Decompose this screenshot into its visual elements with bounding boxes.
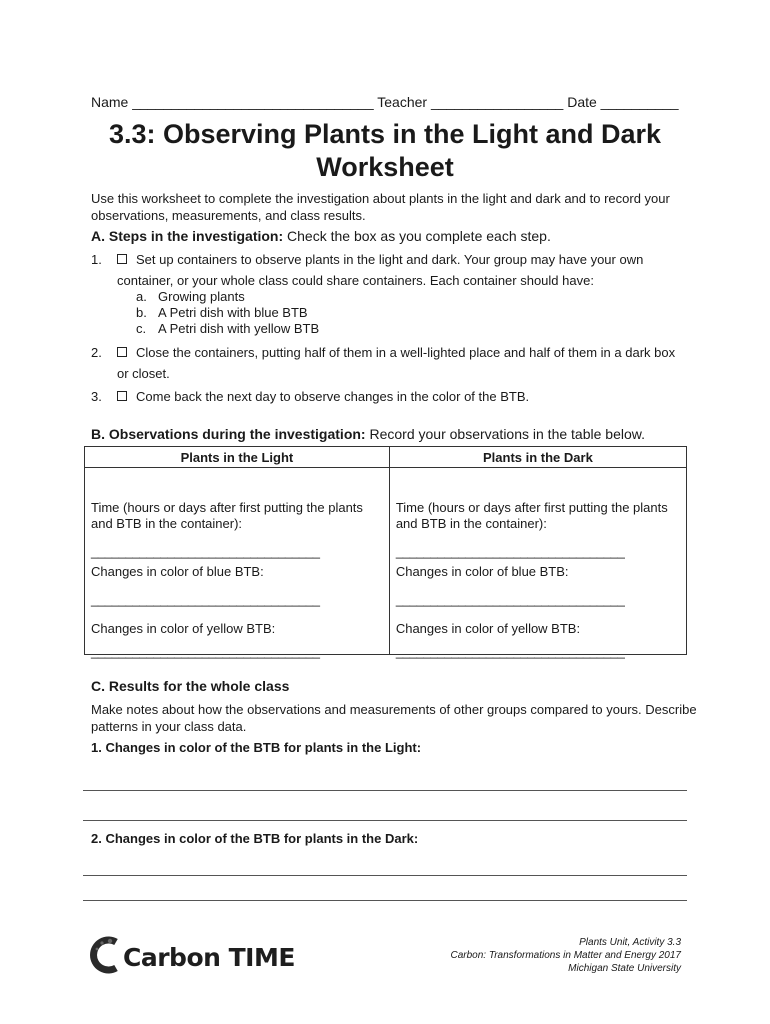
sub-item [136,305,436,321]
section-b-instruction: Record your observations in the table below. [369,426,645,442]
sub-item-text: A Petri dish with yellow BTB [158,321,320,336]
footer-unit: Plants Unit, Activity 3.3 [579,937,681,948]
sub-item-list [136,289,436,337]
step-2-checkbox[interactable] [117,347,127,357]
step-number: 2. [91,345,102,360]
yellow-btb-answer-blank[interactable]: _________________________________ [91,644,320,659]
sub-item-letter: b. [136,305,147,320]
time-answer-blank[interactable]: _________________________________ [91,544,320,559]
section-c-intro: Make notes about how the observations and measurements of other groups compared to yours. Describe patterns in your class data. [91,702,697,734]
dark-column-cell [389,468,686,659]
step-2-text: Close the containers, putting half of them in a well-lighted place and half of them in a dark box or closet. [117,345,676,381]
question-light: 1. Changes in color of the BTB for plants in the Light: [91,740,422,755]
teacher-field[interactable]: Teacher _________________ [377,94,564,110]
header-fields [91,94,679,110]
answer-line[interactable] [83,875,687,876]
date-field[interactable]: Date __________ [567,94,679,110]
blue-btb-label: Changes in color of blue BTB: [395,564,569,579]
time-label: Time (hours or days after first putting the plants and BTB in the container): [91,500,363,531]
step-1-text: Set up containers to observe plants in the light and dark. Your group may have your own container, or your whole class could share containers. Each container should have: [117,252,644,288]
sub-item-text: A Petri dish with blue BTB [158,305,308,320]
time-answer-blank[interactable]: _________________________________ [395,544,625,559]
step-1 [91,249,701,291]
section-b-heading [91,426,645,442]
answer-line[interactable] [83,900,687,901]
page-title [60,118,710,184]
step-3-checkbox[interactable] [117,391,127,401]
question-dark: 2. Changes in color of the BTB for plants in the Dark: [91,831,419,846]
column-header-light: Plants in the Light [85,447,390,468]
section-b-title: B. Observations during the investigation: [91,426,366,442]
step-number: 3. [91,389,102,404]
observations-table [84,446,687,659]
step-2 [91,342,701,384]
section-a-heading [91,228,551,244]
footer-credits [451,936,682,975]
step-3-text: Come back the next day to observe changes in the color of the BTB. [136,389,530,404]
section-c-heading [91,678,289,694]
step-number: 1. [91,252,102,267]
step-3 [91,386,701,407]
blue-btb-answer-blank[interactable]: _________________________________ [395,592,625,607]
sub-item-text: Growing plants [158,289,245,304]
section-c-title: C. Results for the whole class [91,678,290,694]
footer-institution: Michigan State University [568,963,681,974]
blue-btb-label: Changes in color of blue BTB: [91,564,264,579]
column-header-dark: Plants in the Dark [389,447,686,468]
logo-wordmark: Carbon TIME [123,943,295,972]
footer-project: Carbon: Transformations in Matter and Energy 2017 [450,950,681,961]
section-a-instruction: Check the box as you complete each step. [287,228,551,244]
carbon-logo-mark-icon [90,935,122,975]
light-column-cell [85,468,390,659]
sub-item-letter: a. [136,289,147,304]
sub-item [136,289,436,305]
name-field[interactable]: Name _______________________________ [91,94,374,110]
blue-btb-answer-blank[interactable]: _________________________________ [91,592,320,607]
yellow-btb-answer-blank[interactable]: _________________________________ [395,644,625,659]
title-line-1: 3.3: Observing Plants in the Light and Dark [108,119,662,149]
title-line-2: Worksheet [316,152,454,182]
yellow-btb-label: Changes in color of yellow BTB: [395,621,581,636]
sub-item [136,321,436,337]
section-a-title: A. Steps in the investigation: [91,228,284,244]
intro-text: Use this worksheet to complete the investigation about plants in the light and dark and to record your observations, measurements, and class results. [91,191,670,223]
time-label: Time (hours or days after first putting the plants and BTB in the container): [395,500,668,531]
sub-item-letter: c. [136,321,147,336]
answer-line[interactable] [83,790,687,791]
carbon-time-logo [90,935,295,975]
step-1-checkbox[interactable] [117,254,127,264]
yellow-btb-label: Changes in color of yellow BTB: [91,621,276,636]
answer-line[interactable] [83,820,687,821]
